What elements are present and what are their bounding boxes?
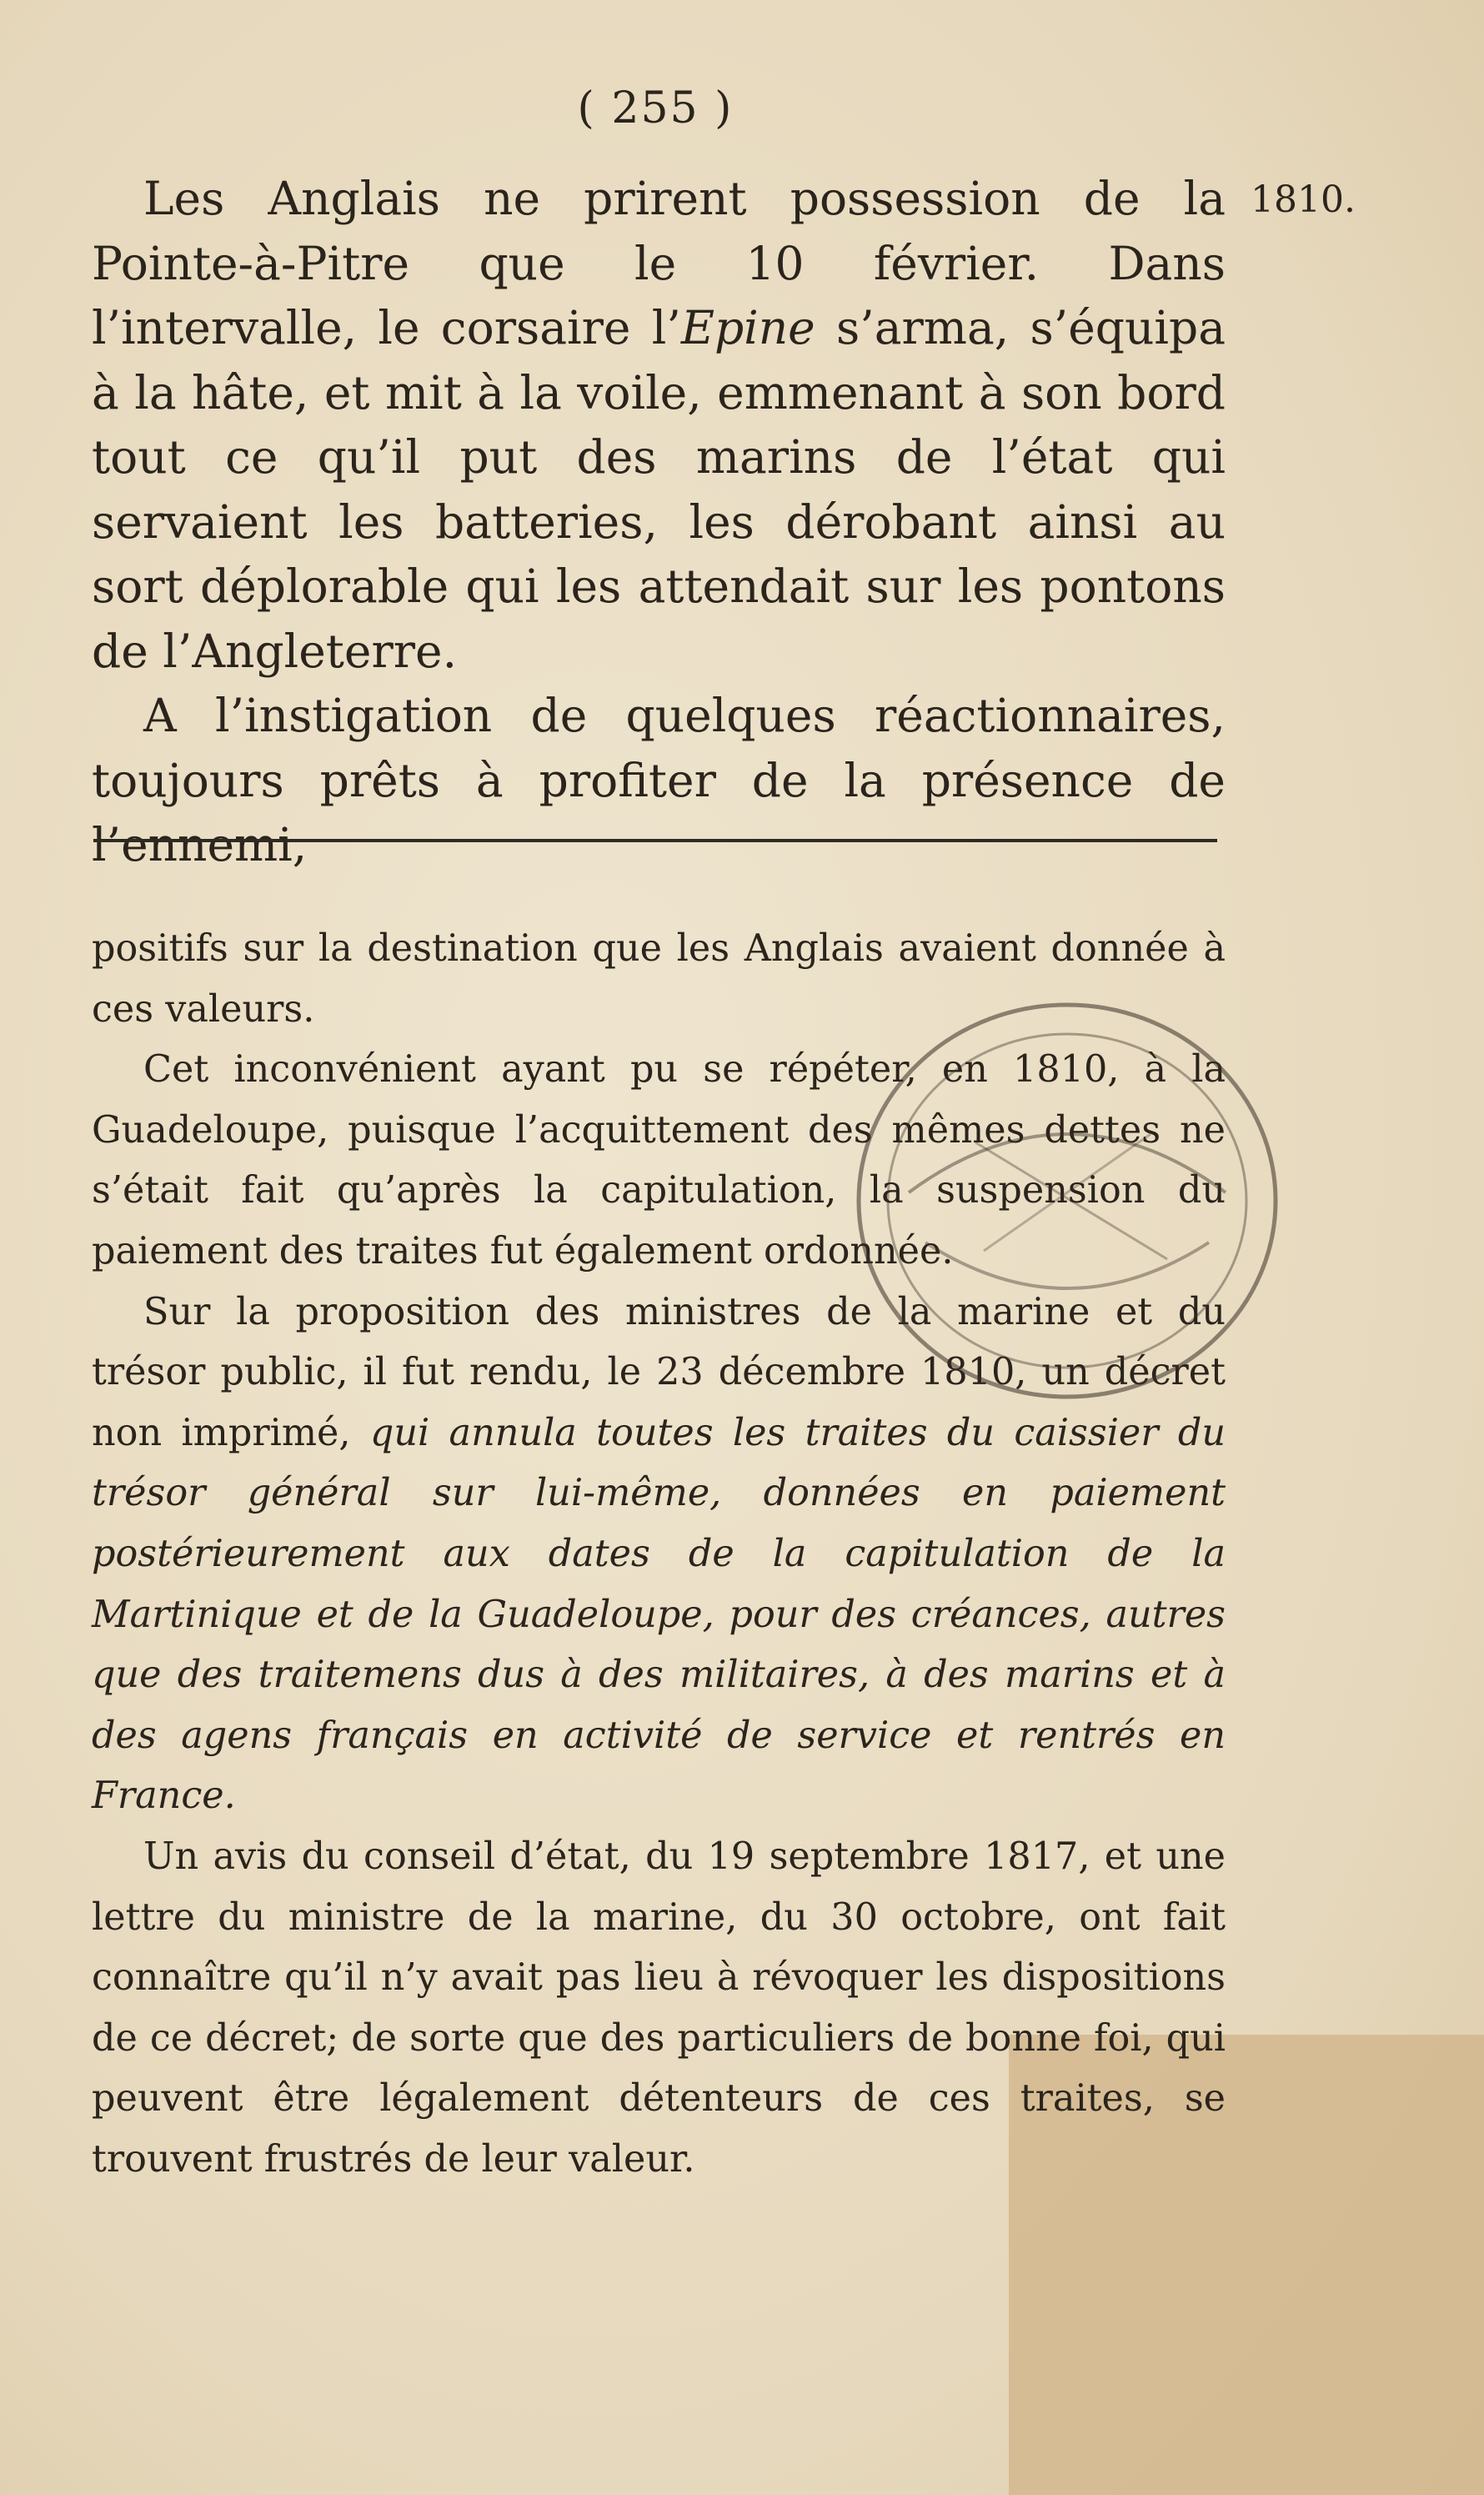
page-number: ( 255 ) (577, 83, 734, 133)
paragraph-text: Les Anglais ne prirent possession de la Pointe-à-Pitre que le 10 février. Dans l’intervalle, le corsaire l’ (92, 172, 1226, 354)
paragraph: A l’instigation de quelques réactionnaires, toujours prêts à profiter de la présence de l’ennemi, (92, 689, 1226, 871)
footnotes (92, 919, 1226, 2190)
decree-text: qui annula toutes les traites du caissier du trésor général sur lui-même, données en paiement postérieurement aux dates de la capitulation de la Martinique et de la Guadeloupe, pour des créances, autres que des traitemens dus à des militaires, à des marins et à des agens français en activité de service et rentrés en France. (92, 1411, 1226, 1818)
footnote-separator (93, 839, 1217, 842)
paragraph (92, 167, 1226, 684)
footnote-paragraph: positifs sur la destination que les Anglais avaient donnée à ces valeurs. (92, 927, 1226, 1031)
footnote-paragraph: Cet inconvénient ayant pu se répéter, en 1810, à la Guadeloupe, puisque l’acquittement des mêmes dettes ne s’était fait qu’après la capitulation, la suspension du paiement des traites fut également ordonnée. (92, 1048, 1226, 1273)
main-text (92, 167, 1226, 878)
footnote-paragraph: Un avis du conseil d’état, du 19 septembre 1817, et une lettre du ministre de la marine, du 30 octobre, ont fait connaître qu’il n’y avait pas lieu à révoquer les dispositions de ce décret; de sorte que des particuliers de bonne foi, qui peuvent être légalement détenteurs de ces traites, se trouvent frustrés de leur valeur. (92, 1835, 1226, 2181)
footnote-paragraph (92, 1283, 1226, 1827)
ship-name: Epine (680, 301, 815, 354)
footnote-text: Sur la proposition des ministres de la marine et du trésor public, il fut rendu, le 23 décembre 1810, un décret non imprimé, (92, 1290, 1226, 1454)
paragraph-text: s’arma, s’équipa à la hâte, et mit à la voile, emmenant à son bord tout ce qu’il put des marins de l’état qui servaient les batteries, les dérobant ainsi au sort déplorable qui les attendait sur les pontons de l’Angleterre. (92, 301, 1226, 678)
margin-year-note: 1810. (1251, 178, 1356, 221)
